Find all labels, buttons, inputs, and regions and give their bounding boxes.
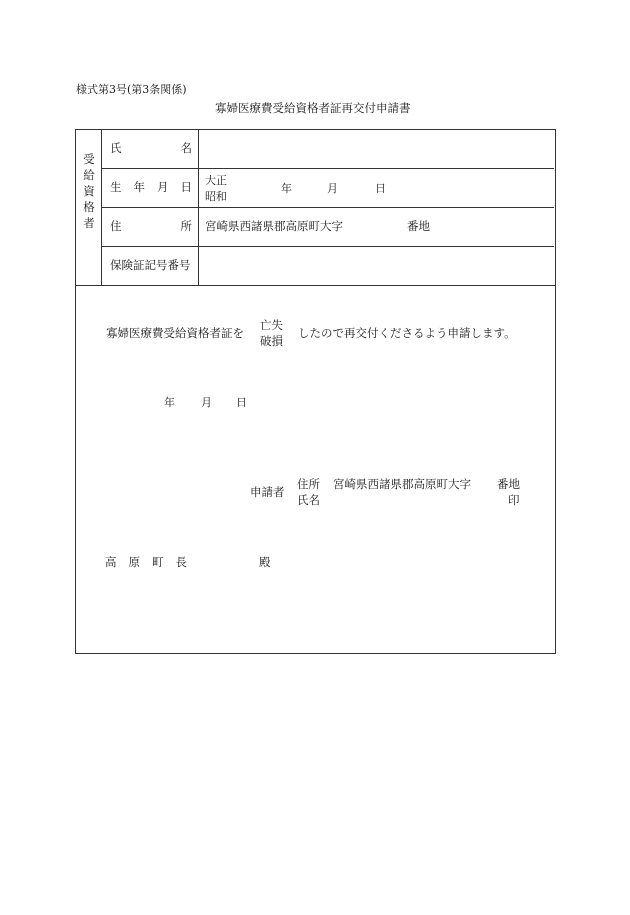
applicant-section-char: 資 <box>83 184 95 198</box>
request-text-before: 寡婦医療費受給資格者証を <box>106 326 244 340</box>
applicant-label: 申請者 <box>250 485 285 499</box>
form-number: 様式第3号(第3条関係) <box>76 83 187 96</box>
insurance-row-label: 保険証記号番号 <box>110 258 191 272</box>
birthdate-label-char: 生 <box>110 180 122 194</box>
applicant-section-char: 受 <box>83 152 95 166</box>
era-taisho: 大正 <box>205 174 227 187</box>
date-month-label: 月 <box>201 396 212 409</box>
addressee-char: 町 <box>152 555 164 569</box>
addressee-char: 長 <box>175 555 187 569</box>
address-label-char: 所 <box>180 219 192 233</box>
era-showa: 昭和 <box>205 190 227 203</box>
applicant-address-prefix: 宮崎県西諸県郡高原町大字 <box>333 477 471 491</box>
birthdate-label-char: 年 <box>133 180 145 194</box>
birthdate-label-char: 月 <box>157 180 169 194</box>
birth-year-label: 年 <box>281 182 292 195</box>
applicant-name-label: 氏名 <box>297 493 320 507</box>
date-year-label: 年 <box>164 396 175 409</box>
address-row-label <box>110 221 192 233</box>
birthdate-row-label <box>110 182 192 194</box>
applicant-section-char: 格 <box>83 200 95 214</box>
row-divider <box>101 207 554 208</box>
addressee-char: 原 <box>128 555 140 569</box>
birth-month-label: 月 <box>327 182 338 195</box>
document-title: 寡婦医療費受給資格者証再交付申請書 <box>215 101 411 115</box>
option-lost: 亡失 <box>260 318 283 332</box>
addressee <box>105 557 187 569</box>
addressee-char: 高 <box>105 555 117 569</box>
name-row-label <box>110 143 192 155</box>
birthdate-label-char: 日 <box>180 180 192 194</box>
row-divider <box>101 246 554 247</box>
name-label-char: 氏 <box>110 141 122 155</box>
date-day-label: 日 <box>236 396 247 409</box>
applicant-section-char: 者 <box>83 216 95 230</box>
birth-day-label: 日 <box>375 182 386 195</box>
row-divider <box>101 168 554 169</box>
address-prefix: 宮崎県西諸県郡高原町大字 <box>205 219 343 233</box>
address-label-char: 住 <box>110 219 122 233</box>
address-banchi: 番地 <box>407 219 430 233</box>
table-bottom-border <box>75 285 555 286</box>
applicant-banchi: 番地 <box>497 477 520 491</box>
seal-mark: 印 <box>508 493 520 507</box>
applicant-address-label: 住所 <box>297 477 320 491</box>
applicant-section-char: 給 <box>83 168 95 182</box>
honorific: 殿 <box>259 555 271 569</box>
name-label-char: 名 <box>180 141 192 155</box>
applicant-section-label <box>82 151 96 231</box>
request-text-after: したので再交付くださるよう申請します。 <box>298 326 516 340</box>
option-damaged: 破損 <box>260 334 283 348</box>
